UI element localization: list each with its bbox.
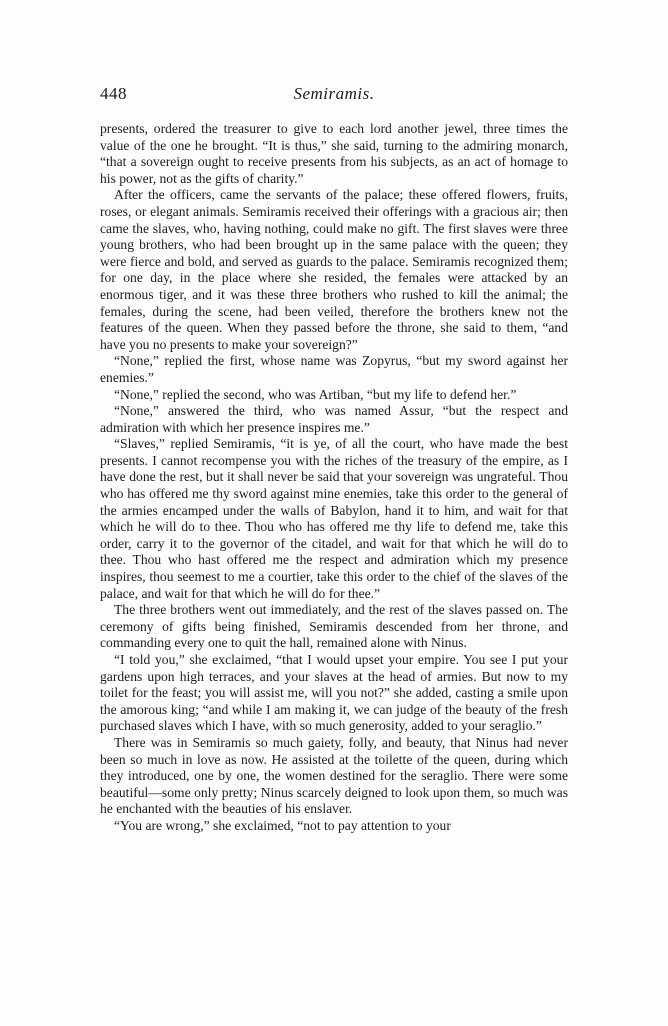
paragraph: The three brothers went out immediately, and the rest of the slaves passed on. The ceremony of gifts being finished, Semiramis descended from her throne, and commanding every one to quit the hall, remained alone with Ninus. [100,602,568,651]
paragraph: “None,” answered the third, who was named Assur, “but the respect and admiration with which her presence inspires me.” [100,403,568,435]
paragraph: “You are wrong,” she exclaimed, “not to pay attention to your [114,817,451,833]
paragraph: “Slaves,” replied Semiramis, “it is ye, of all the court, who have made the best presents. I cannot recompense you with the riches of the treasury of the empire, as I have done the rest, but it shall never be said that your sovereign was ungrateful. Thou who has offered me thy sword against mine enemies, take this order to the general of the armies encamped under the walls of Babylon, hand it to him, and wait for that which he will do to thee. Thou who has offered me thy life to defend me, take this order, carry it to the governor of the citadel, and wait for that which he will do to thee. Thou who hast offered me the respect and admiration which my presence inspires, thou seemest to me a courtier, take this order to the chief of the slaves of the palace, and wait for that which he will do for thee.” [100,436,568,601]
paragraph: After the officers, came the servants of the palace; these offered flowers, fruits, roses, or elegant animals. Semiramis received their offerings with a gracious air; then came the slaves, who, having nothing, could make no gift. The first slaves were three young brothers, who had been brought up in the same palace with the queen; they were fierce and bold, and served as guards to the palace. Semiramis recognized them; for one day, in the place where she resided, the females were attacked by an enormous tiger, and it was these three brothers who rushed to kill the animal; the females, during the scene, had been veiled, therefore the brothers knew not the features of the queen. When they passed before the throne, she said to them, “and have you no presents to make your sovereign?” [100,187,568,352]
paragraph: “None,” replied the first, whose name was Zopyrus, “but my sword against her enemies.” [100,353,568,385]
page-number: 448 [100,84,127,103]
body-text [100,121,568,981]
paragraph: There was in Semiramis so much gaiety, folly, and beauty, that Ninus had never been so much in love as now. He assisted at the toilette of the queen, during which they introduced, one by one, the women destined for the seraglio. There were some beautiful—some only pretty; Ninus scarcely deigned to look upon them, so much was he enchanted with the beauties of his enslaver. [100,734,568,817]
running-title: Semiramis. [293,84,375,103]
running-head [100,84,568,106]
paragraph: presents, ordered the treasurer to give to each lord another jewel, three times the value of the one he brought. “It is thus,” she said, turning to the admiring monarch, “that a sovereign ought to receive presents from his subjects, as an act of homage to his power, not as the gifts of charity.” [100,121,568,186]
paragraph: “I told you,” she exclaimed, “that I would upset your empire. You see I put your gardens upon high terraces, and your slaves at the head of armies. But now to my toilet for the feast; you will assist me, will you not?” she added, casting a smile upon the amorous king; “and while I am making it, we can judge of the beauty of the fresh purchased slaves which I have, with so much generosity, added to your seraglio.” [100,652,568,734]
paragraph: “None,” replied the second, who was Artiban, “but my life to defend her.” [114,386,517,402]
